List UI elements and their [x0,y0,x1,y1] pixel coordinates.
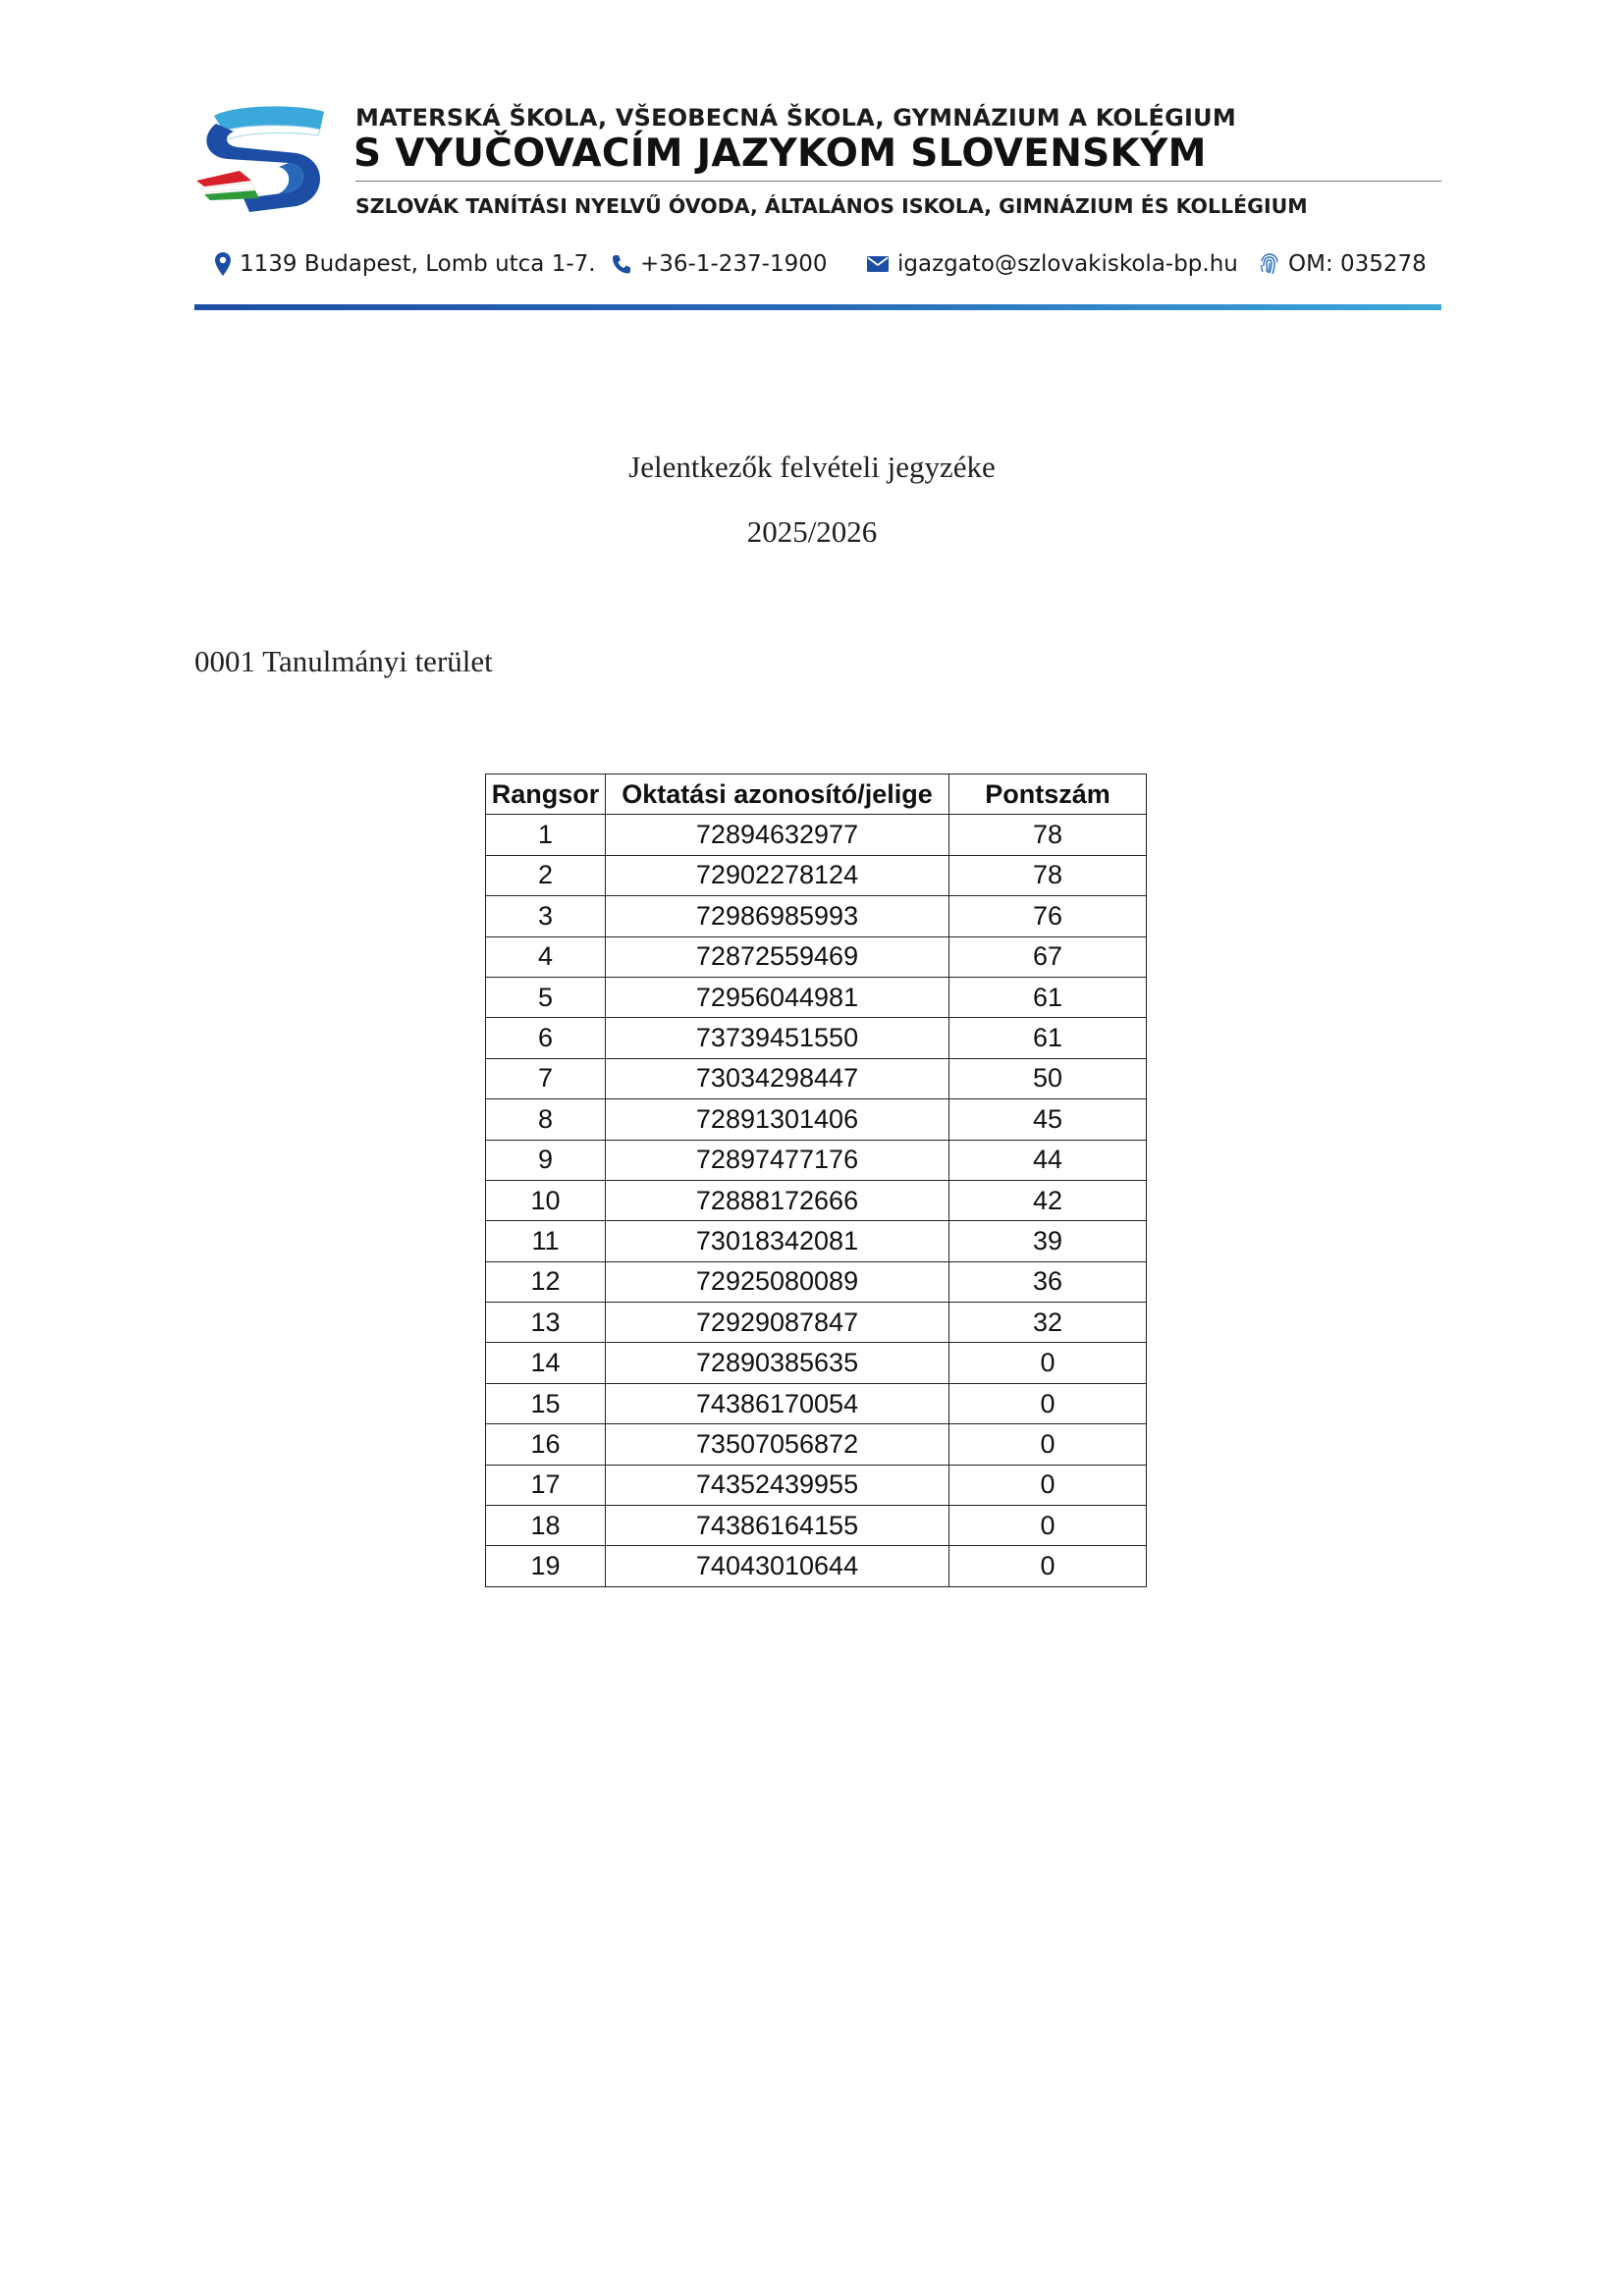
cell-rank: 19 [486,1546,606,1586]
cell-rank: 11 [486,1221,606,1261]
email-text: igazgato@szlovakiskola-bp.hu [897,251,1238,277]
cell-rank: 9 [486,1140,606,1180]
table-row [486,1221,1147,1261]
table-row [486,1303,1147,1343]
cell-id: 73034298447 [606,1058,949,1098]
table-row [486,977,1147,1017]
cell-score: 61 [949,977,1147,1017]
cell-id: 72986985993 [606,896,949,936]
ranking-table [485,774,1147,1587]
table-row [486,1058,1147,1098]
table-row [486,1546,1147,1586]
cell-id: 72890385635 [606,1343,949,1383]
cell-rank: 16 [486,1424,606,1465]
table-row [486,1465,1147,1505]
cell-score: 0 [949,1506,1147,1546]
cell-id: 74386170054 [606,1383,949,1423]
table-row [486,1180,1147,1220]
cell-id: 72891301406 [606,1099,949,1140]
cell-score: 67 [949,936,1147,977]
cell-rank: 7 [486,1058,606,1098]
cell-score: 0 [949,1343,1147,1383]
cell-rank: 4 [486,936,606,977]
header-blue-bar [194,304,1441,310]
cell-score: 42 [949,1180,1147,1220]
contact-info [214,251,1441,283]
phone-icon [611,253,632,275]
location-pin-icon [214,251,232,277]
table-row [486,1099,1147,1140]
cell-id: 72925080089 [606,1261,949,1302]
cell-score: 61 [949,1018,1147,1058]
cell-score: 32 [949,1303,1147,1343]
cell-rank: 15 [486,1383,606,1423]
cell-id: 72872559469 [606,936,949,977]
cell-id: 72894632977 [606,815,949,855]
cell-id: 72902278124 [606,855,949,895]
cell-score: 44 [949,1140,1147,1180]
column-header-rank: Rangsor [486,774,606,815]
table-row [486,936,1147,977]
table-row [486,1424,1147,1465]
cell-id: 74043010644 [606,1546,949,1586]
cell-rank: 6 [486,1018,606,1058]
cell-rank: 10 [486,1180,606,1220]
cell-rank: 8 [486,1099,606,1140]
cell-rank: 13 [486,1303,606,1343]
envelope-icon [866,255,890,273]
cell-score: 0 [949,1465,1147,1505]
cell-rank: 18 [486,1506,606,1546]
table-row [486,815,1147,855]
cell-score: 45 [949,1099,1147,1140]
cell-id: 74386164155 [606,1506,949,1546]
table-row [486,1506,1147,1546]
email [866,251,1238,277]
cell-rank: 14 [486,1343,606,1383]
table-row [486,896,1147,936]
header-divider [355,181,1441,182]
section-heading: 0001 Tanulmányi terület [194,644,493,678]
fingerprint-icon [1259,252,1280,276]
cell-score: 0 [949,1424,1147,1465]
table-row [486,1383,1147,1423]
cell-id: 72888172666 [606,1180,949,1220]
cell-rank: 3 [486,896,606,936]
school-year: 2025/2026 [746,514,878,549]
cell-score: 36 [949,1261,1147,1302]
cell-id: 74352439955 [606,1465,949,1505]
cell-rank: 5 [486,977,606,1017]
cell-rank: 17 [486,1465,606,1505]
table-row [486,1343,1147,1383]
table-row [486,855,1147,895]
table-row [486,1261,1147,1302]
address-text: 1139 Budapest, Lomb utca 1-7. [240,251,596,277]
phone-text: +36-1-237-1900 [640,251,828,277]
table-row [486,1140,1147,1180]
address [214,251,596,277]
cell-id: 72929087847 [606,1303,949,1343]
cell-score: 50 [949,1058,1147,1098]
cell-rank: 1 [486,815,606,855]
om-text: OM: 035278 [1288,251,1427,277]
om-identifier [1259,251,1427,277]
cell-score: 39 [949,1221,1147,1261]
column-header-score: Pontszám [949,774,1147,815]
school-logo [194,102,332,218]
cell-score: 78 [949,815,1147,855]
cell-rank: 2 [486,855,606,895]
cell-id: 73739451550 [606,1018,949,1058]
cell-id: 73507056872 [606,1424,949,1465]
phone [611,251,828,277]
school-name-slovak-line2: S VYUČOVACÍM JAZYKOM SLOVENSKÝM [353,132,1207,176]
cell-id: 72897477176 [606,1140,949,1180]
letterhead [194,98,1441,314]
table-row [486,1018,1147,1058]
cell-score: 76 [949,896,1147,936]
cell-score: 0 [949,1383,1147,1423]
column-header-id: Oktatási azonosító/jelige [606,774,949,815]
cell-score: 78 [949,855,1147,895]
cell-id: 73018342081 [606,1221,949,1261]
cell-id: 72956044981 [606,977,949,1017]
cell-score: 0 [949,1546,1147,1586]
document-title: Jelentkezők felvételi jegyzéke [628,450,996,484]
school-name-slovak-line1: MATERSKÁ ŠKOLA, VŠEOBECNÁ ŠKOLA, GYMNÁZIUM A KOLÉGIUM [355,104,1236,132]
cell-rank: 12 [486,1261,606,1302]
table-body [486,815,1147,1586]
table-header-row [486,774,1147,815]
school-name-hungarian: SZLOVÁK TANÍTÁSI NYELVŰ ÓVODA, ÁLTALÁNOS ISKOLA, GIMNÁZIUM ÉS KOLLÉGIUM [355,194,1308,218]
